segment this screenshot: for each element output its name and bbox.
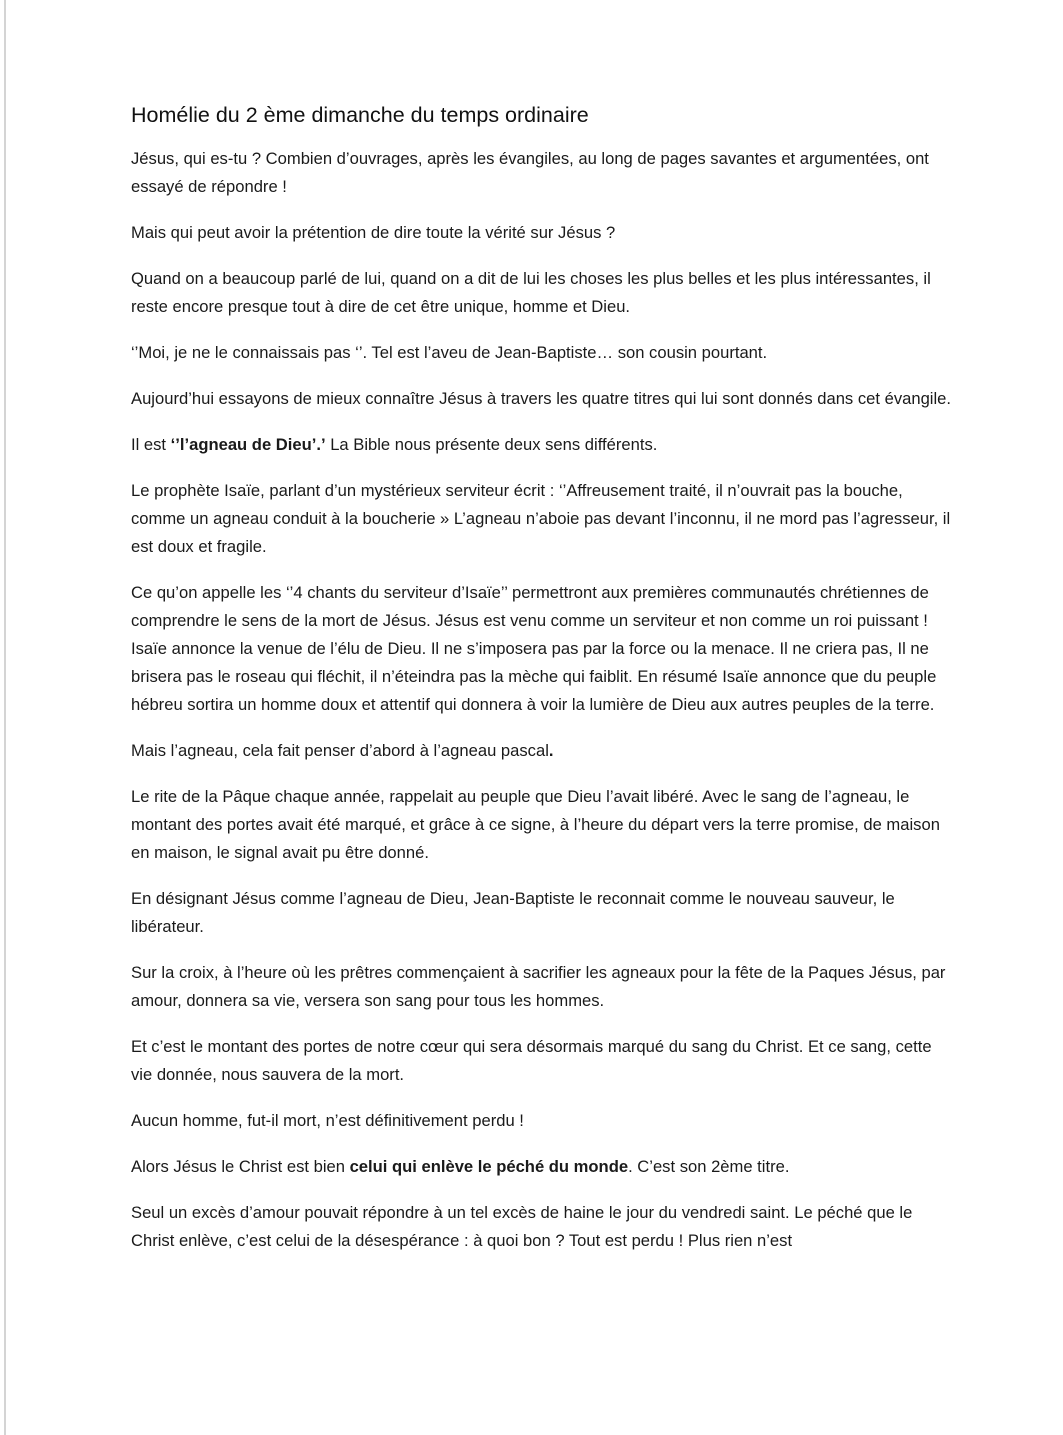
text-run: . C’est son 2ème titre. [628, 1157, 790, 1176]
bold-text: . [548, 741, 554, 760]
paragraph [131, 737, 951, 765]
text-run: Et c’est le montant des portes de notre cœur qui sera désormais marqué du sang du Christ. Et ce sang, cette vie donnée, nous sauvera de la mort. [131, 1037, 932, 1084]
text-run: La Bible nous présente deux sens différents. [325, 435, 658, 454]
document-page [131, 100, 951, 1273]
text-run: Quand on a beaucoup parlé de lui, quand on a dit de lui les choses les plus belles et les plus intéressantes, il reste encore presque tout à dire de cet être unique, homme et Dieu. [131, 269, 931, 316]
paragraph [131, 1199, 951, 1255]
text-run: Seul un excès d’amour pouvait répondre à un tel excès de haine le jour du vendredi saint. Le péché que le Christ enlève, c’est celui de la désespérance : à quoi bon ? Tout est perdu ! Plus rien n’est [131, 1203, 913, 1250]
paragraph [131, 885, 951, 941]
paragraph [131, 783, 951, 867]
text-run: Mais qui peut avoir la prétention de dire toute la vérité sur Jésus ? [131, 223, 616, 242]
text-run: Ce qu’on appelle les ‘’4 chants du serviteur d’Isaïe’’ permettront aux premières communautés chrétiennes de comprendre le sens de la mort de Jésus. Jésus est venu comme un serviteur et non comme un roi puissant ! Isaïe annonce la venue de l’élu de Dieu. Il ne s’imposera pas par la force ou la menace. Il ne criera pas, Il ne brisera pas le roseau qui fléchit, il n’éteindra pas la mèche qui faiblit. En résumé Isaïe annonce que du peuple hébreu sortira un homme doux et attentif qui donnera à voir la lumière de Dieu aux autres peuples de la terre. [131, 583, 937, 714]
text-run: Jésus, qui es-tu ? Combien d’ouvrages, après les évangiles, au long de pages savantes et argumentées, ont essayé de répondre ! [131, 149, 929, 196]
paragraph [131, 265, 951, 321]
document-title: Homélie du 2 ème dimanche du temps ordinaire [131, 103, 589, 127]
text-run: Le prophète Isaïe, parlant d’un mystérieux serviteur écrit : ‘’Affreusement traité, il n’ouvrait pas la bouche, comme un agneau conduit à la boucherie » L’agneau n’aboie pas devant l’inconnu, il ne mord pas l’agresseur, il est doux et fragile. [131, 481, 951, 556]
page-edge-rule [4, 0, 6, 1435]
paragraph [131, 959, 951, 1015]
bold-text: ‘’l’agneau de Dieu’.’ [170, 435, 326, 454]
bold-text: celui qui enlève le péché du monde [349, 1157, 629, 1176]
text-run: Mais l’agneau, cela fait penser d’abord à l’agneau pascal [131, 741, 549, 760]
text-run: Le rite de la Pâque chaque année, rappelait au peuple que Dieu l’avait libéré. Avec le sang de l’agneau, le montant des portes avait été marqué, et grâce à ce signe, à l’heure du départ vers la terre promise, de maison en maison, le signal avait pu être donné. [131, 787, 940, 862]
paragraph [131, 579, 951, 719]
paragraph [131, 431, 951, 459]
text-run: Aujourd’hui essayons de mieux connaître Jésus à travers les quatre titres qui lui sont donnés dans cet évangile. [131, 389, 952, 408]
text-run: Il est [131, 435, 171, 454]
paragraph [131, 1107, 951, 1135]
text-run: En désignant Jésus comme l’agneau de Dieu, Jean-Baptiste le reconnait comme le nouveau sauveur, le libérateur. [131, 889, 895, 936]
document-body [131, 145, 951, 1255]
paragraph [131, 219, 951, 247]
text-run: ‘’Moi, je ne le connaissais pas ‘’. Tel est l’aveu de Jean-Baptiste… son cousin pourtant. [131, 343, 768, 362]
paragraph [131, 1033, 951, 1089]
text-run: Sur la croix, à l’heure où les prêtres commençaient à sacrifier les agneaux pour la fête de la Paques Jésus, par amour, donnera sa vie, versera son sang pour tous les hommes. [131, 963, 946, 1010]
text-run: Alors Jésus le Christ est bien [131, 1157, 350, 1176]
paragraph [131, 145, 951, 201]
paragraph [131, 339, 951, 367]
paragraph [131, 477, 951, 561]
text-run: Aucun homme, fut-il mort, n’est définitivement perdu ! [131, 1111, 524, 1130]
paragraph [131, 1153, 951, 1181]
paragraph [131, 385, 951, 413]
